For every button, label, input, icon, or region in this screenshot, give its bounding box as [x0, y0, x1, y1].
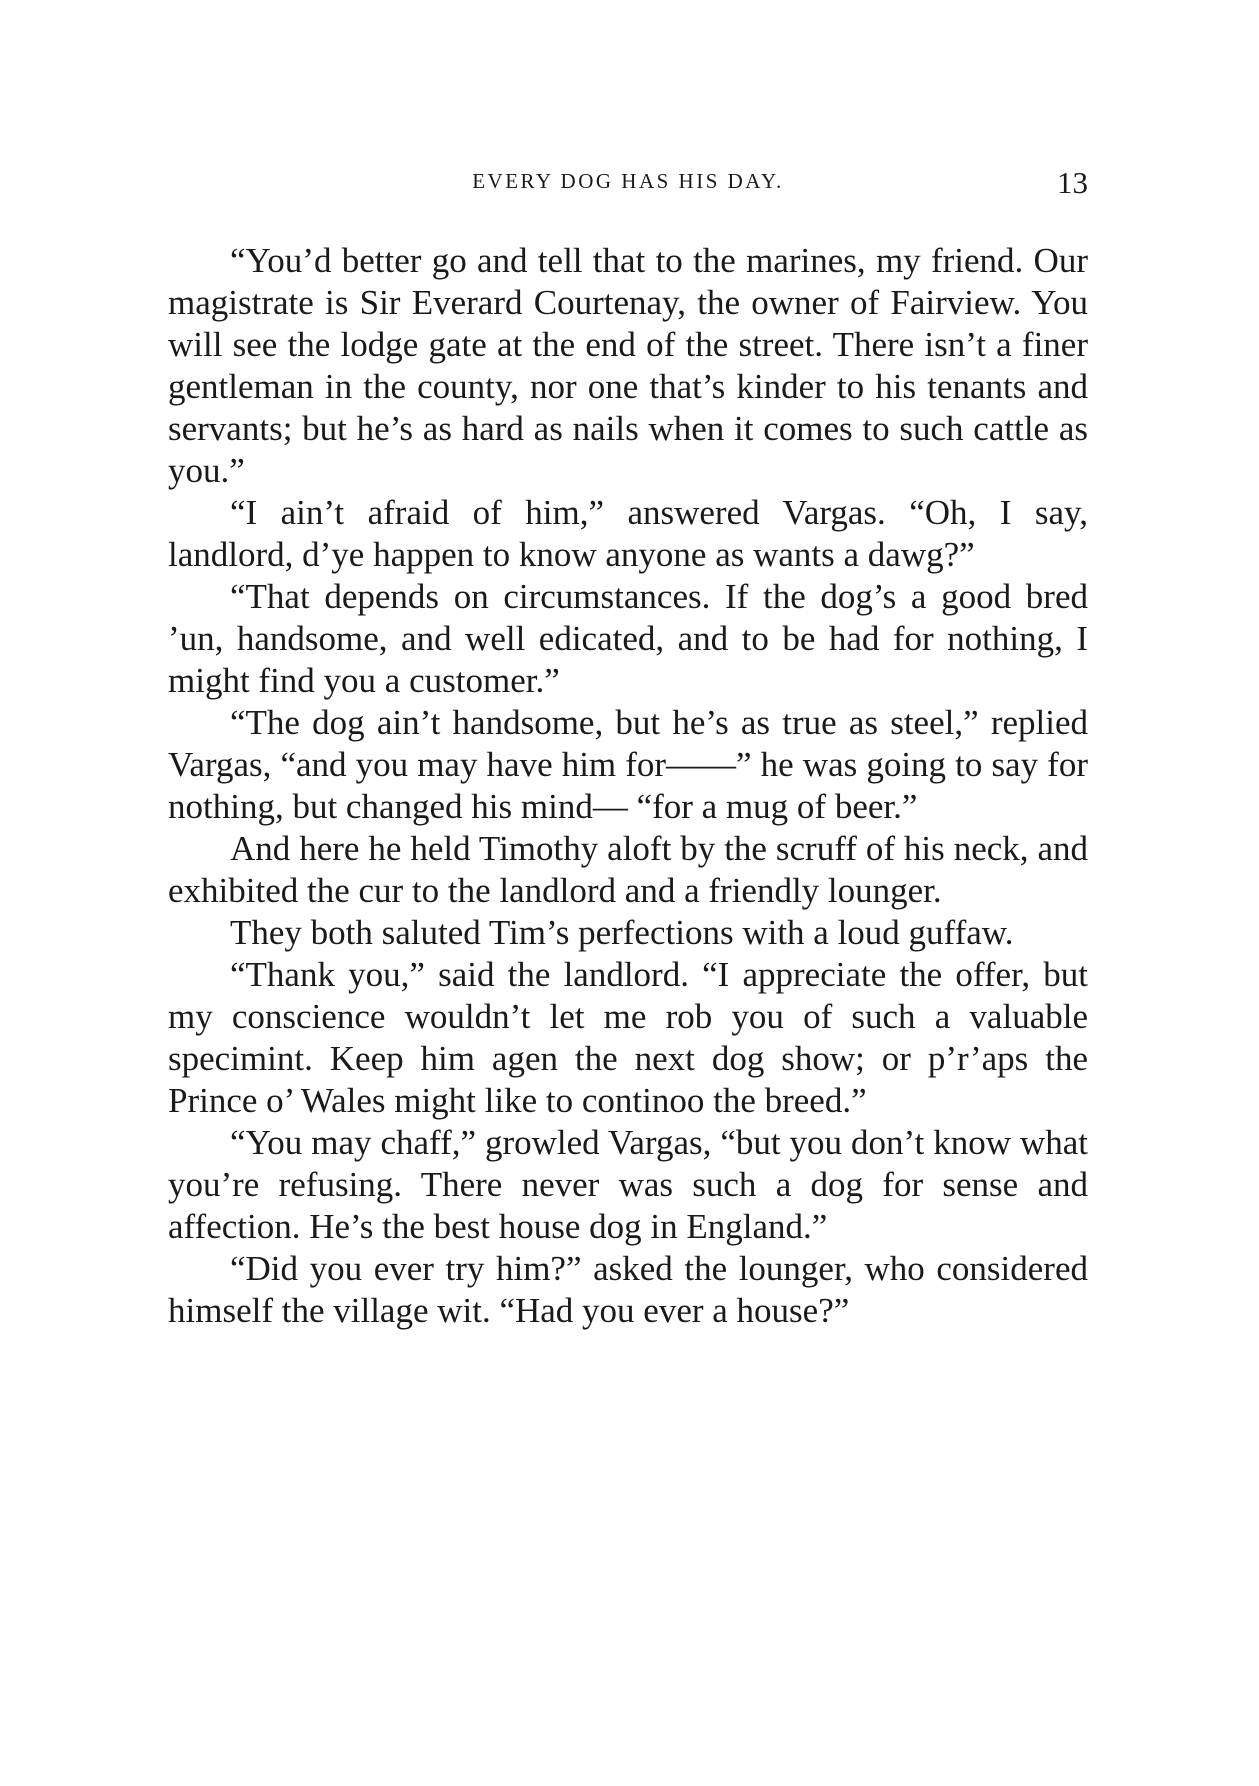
- running-title: EVERY DOG HAS HIS DAY.: [472, 169, 784, 193]
- paragraph: “That depends on circumstances. If the dog’s a good bred ’un, handsome, and well edicated, and to be had for nothing, I might find you a customer.”: [168, 577, 1088, 700]
- paragraph: “You’d better go and tell that to the marines, my friend. Our magistrate is Sir Everard Courtenay, the owner of Fairview. You will see the lodge gate at the end of the street. There isn’t a finer gentleman in the county, nor one that’s kinder to his tenants and servants; but he’s as hard as nails when it comes to such cattle as you.”: [168, 241, 1088, 490]
- page-number: 13: [1057, 165, 1088, 200]
- paragraph: “The dog ain’t handsome, but he’s as true as steel,” replied Vargas, “and you may have him for——” he was going to say for nothing, but changed his mind— “for a mug of beer.”: [168, 703, 1088, 826]
- paragraph: They both saluted Tim’s perfections with a loud guffaw.: [230, 913, 1014, 952]
- paragraph: “I ain’t afraid of him,” answered Vargas. “Oh, I say, landlord, d’ye happen to know anyone as wants a dawg?”: [168, 493, 1088, 574]
- running-head: [168, 165, 1088, 205]
- body-text: [168, 240, 1088, 1332]
- paragraph: “You may chaff,” growled Vargas, “but you don’t know what you’re refusing. There never was such a dog for sense and affection. He’s the best house dog in England.”: [168, 1123, 1088, 1246]
- paragraph: “Did you ever try him?” asked the lounger, who considered himself the village wit. “Had you ever a house?”: [168, 1249, 1088, 1330]
- paragraph: “Thank you,” said the landlord. “I appreciate the offer, but my conscience wouldn’t let me rob you of such a valuable specimint. Keep him agen the next dog show; or p’r’aps the Prince o’ Wales might like to continoo the breed.”: [168, 955, 1088, 1120]
- paragraph: And here he held Timothy aloft by the scruff of his neck, and exhibited the cur to the landlord and a friendly lounger.: [168, 829, 1088, 910]
